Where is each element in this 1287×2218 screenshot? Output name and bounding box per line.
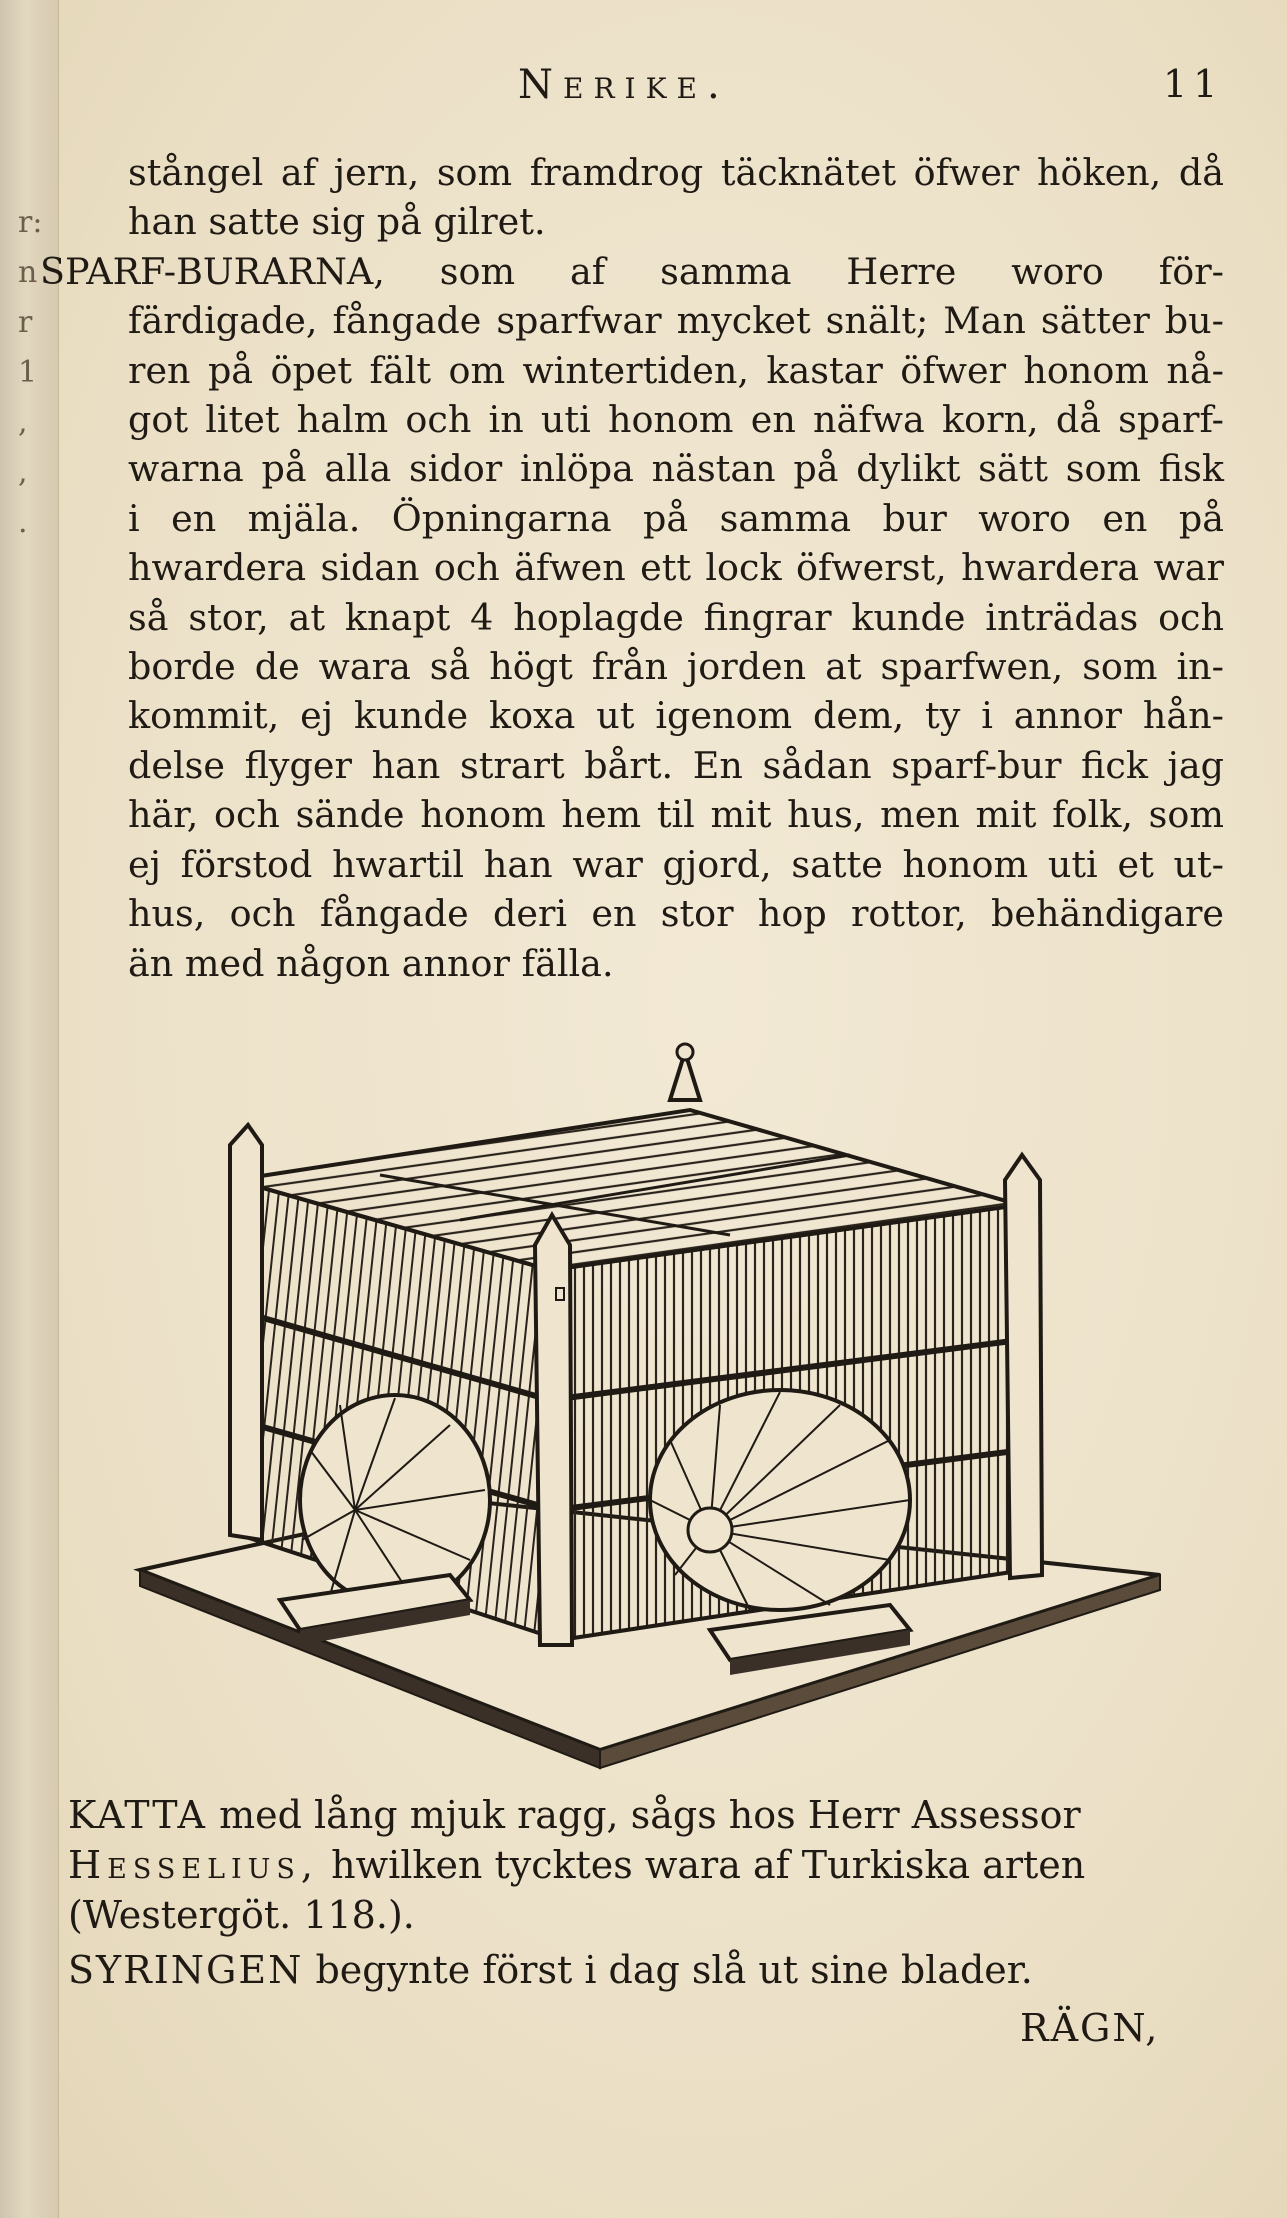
bleed-through-mark: 1 (18, 355, 38, 390)
bleed-through-mark: r (18, 305, 33, 340)
bleed-through-mark: r: (18, 205, 43, 240)
catchword: RÄGN, (1020, 2006, 1160, 2050)
text-line (40, 247, 1224, 296)
text-line: så stor, at knapt 4 hoplagde fingrar kunde inträdas och (128, 595, 1224, 639)
main-text (40, 148, 1224, 988)
text-line: ren på öpet fält om wintertiden, kastar öfwer honom nå- (128, 348, 1224, 392)
text-line: han satte sig på gilret. (128, 200, 546, 244)
entry-heading: SPARF-BURARNA, (40, 249, 385, 293)
text-line: borde de wara så högt från jorden at sparfwen, som in- (128, 645, 1224, 689)
text-line: hwardera sidan och äfwen ett lock öfwerst, hwardera war (128, 546, 1224, 590)
citation: (Westergöt. 118.). (68, 1893, 415, 1937)
text-fragment: begynte först i dag slå ut sine blader. (315, 1948, 1033, 1992)
text-line: warna på alla sidor inlöpa nästan på dylikt sätt som fisk (128, 447, 1224, 491)
text-fragment: som af samma Herre woro för- (439, 249, 1224, 293)
running-head: Nerike. (518, 62, 730, 108)
entry-syringen (68, 1945, 1228, 1995)
text-line: got litet halm och in uti honom en näfwa korn, då sparf- (128, 398, 1224, 442)
entry-katta (68, 1790, 1228, 1940)
bleed-through-mark: , (18, 405, 28, 440)
text-fragment: med lång mjuk ragg, sågs hos Herr Assessor (219, 1793, 1081, 1837)
sparrow-cage-woodcut (130, 1030, 1170, 1770)
text-fragment: hwilken tycktes wara af Turkiska arten (331, 1843, 1086, 1887)
text-line: färdigade, fångade sparfwar mycket snält; Man sätter bu- (128, 299, 1224, 343)
person-name: Hesselius, (68, 1843, 320, 1887)
bleed-through-mark: , (18, 455, 28, 490)
binding-gutter (0, 0, 59, 2218)
page-number: 11 (1163, 62, 1224, 106)
bleed-through-mark: . (18, 505, 28, 540)
text-line: ej förstod hwartil han war gjord, satte honom uti et ut- (128, 842, 1224, 886)
text-line: här, och sände honom hem til mit hus, men mit folk, som (128, 793, 1224, 837)
bleed-through-mark: n (18, 255, 38, 290)
text-line: kommit, ej kunde koxa ut igenom dem, ty i annor hån- (128, 694, 1224, 738)
text-line: delse flyger han strart bårt. En sådan sparf-bur fick jag (128, 743, 1224, 787)
entry-heading: SYRINGEN (68, 1948, 304, 1992)
text-line: hus, och fångade deri en stor hop rottor, behändigare (128, 892, 1224, 936)
text-line: stångel af jern, som framdrog täcknätet öfwer höken, då (128, 151, 1224, 194)
entry-heading: KATTA (68, 1793, 207, 1837)
text-line: än med någon annor fälla. (128, 941, 614, 985)
text-line: i en mjäla. Öpningarna på samma bur woro en på (128, 496, 1224, 540)
